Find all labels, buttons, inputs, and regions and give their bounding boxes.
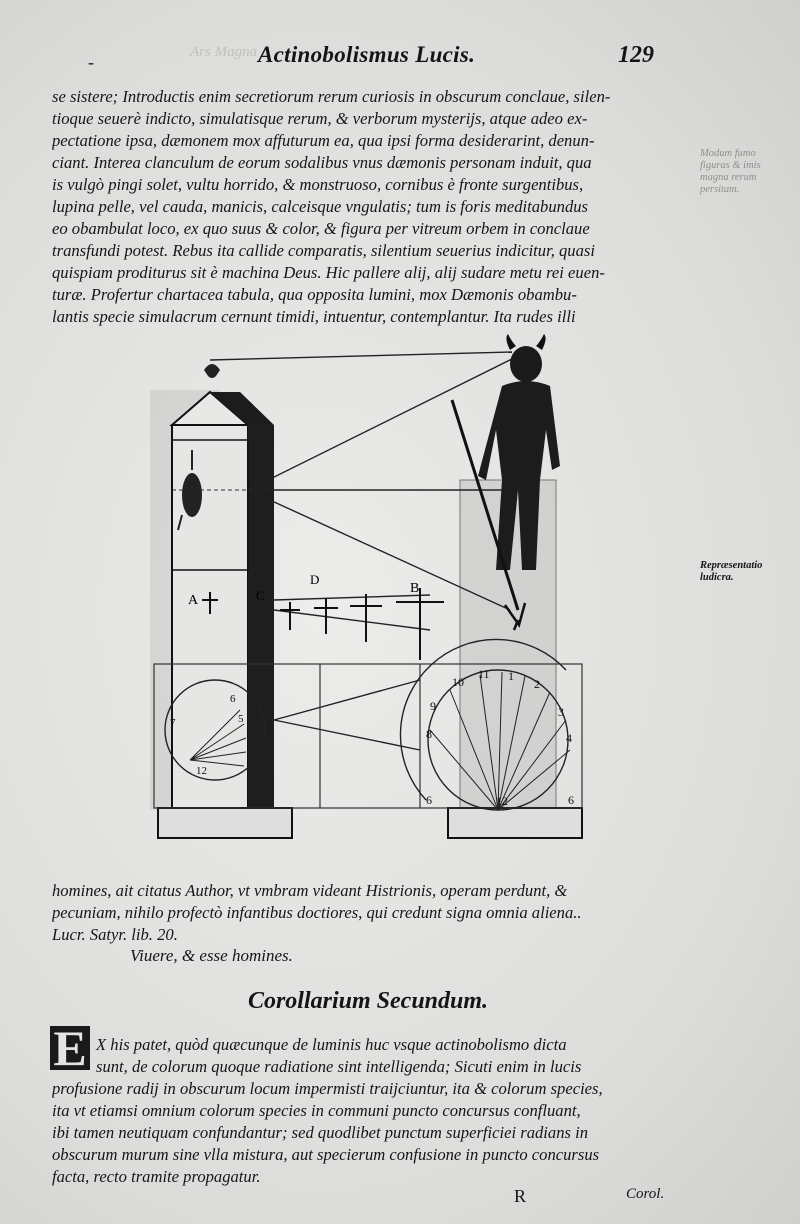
bleed-through-text: Ars Magna xyxy=(190,44,258,60)
margin-note-line: magna rerum xyxy=(700,172,757,183)
drop-cap: E xyxy=(50,1026,90,1070)
dial-number: 12 xyxy=(196,765,207,777)
dial-number: 6 xyxy=(568,793,574,807)
dial-number: 6 xyxy=(230,693,236,705)
text-line: ibi tamen neutiquam confundantur; sed quodlibet punctum superficiei radians in xyxy=(52,1123,589,1142)
dial-number: 3 xyxy=(558,705,564,719)
bird-icon xyxy=(204,364,220,378)
margin-note-line: Modum fumo xyxy=(700,148,756,159)
dial-number: 8 xyxy=(426,727,432,741)
text-line: is vulgò pingi solet, vultu horrido, & monstruoso, cornibus è fronte surgentibus, xyxy=(52,175,584,194)
dial-number: 12 xyxy=(496,794,508,808)
paragraph-2 xyxy=(52,880,684,946)
dial-number: 9 xyxy=(430,699,436,713)
dial-number: 7 xyxy=(170,717,176,729)
margin-note-line: persitam. xyxy=(700,184,740,195)
text-line: obscurum murum sine vlla mistura, aut specierum confusione in puncto concursus xyxy=(52,1145,600,1164)
paragraph-1 xyxy=(52,86,684,328)
text-line: lupina pelle, vel cauda, manicis, calceisque vngulatis; tum is foris meditabundus xyxy=(52,197,588,216)
dial-number: 1 xyxy=(508,669,514,683)
text-line: tioque seuerè indicto, simulatisque rerum, & verborum mysterijs, atque adeo ex- xyxy=(52,109,588,128)
text-line: facta, recto tramite propagatur. xyxy=(52,1167,261,1186)
dial-number: 10 xyxy=(452,675,464,689)
text-line: sunt, de colorum quoque radiatione sint intelligenda; Sicuti enim in lucis xyxy=(96,1057,582,1076)
citation-line: Lucr. Satyr. lib. 20. xyxy=(52,925,178,944)
catchword: Corol. xyxy=(626,1186,665,1202)
text-line: homines, ait citatus Author, vt vmbram videant Histrionis, operam perdunt, & xyxy=(52,881,568,900)
margin-note-1 xyxy=(700,148,761,196)
running-title: Actinobolismus Lucis. xyxy=(258,42,476,67)
text-line: se sistere; Introductis enim secretiorum rerum curiosis in obscurum conclaue, silen- xyxy=(52,87,611,106)
pillar-base-right xyxy=(448,808,582,838)
figure-label-a: A xyxy=(188,593,199,608)
figure-label-d: D xyxy=(310,572,320,587)
pillar-base-left xyxy=(158,808,292,838)
dial-number: 5 xyxy=(238,713,244,725)
page-header xyxy=(0,40,800,70)
text-line: quispiam proditurus sit è machina Deus. Hic pallere alij, alij sudare metu rei euen- xyxy=(52,263,605,282)
page-number: 129 xyxy=(618,42,654,68)
text-line: turæ. Profertur chartacea tabula, qua opposita lumini, mox Dæmonis obambu- xyxy=(52,285,577,304)
text-line: ciant. Interea clanculum de eorum sodalibus vnus dæmonis personam induit, qua xyxy=(52,153,592,172)
paragraph-3 xyxy=(52,1034,684,1188)
section-heading: Corollarium Secundum. xyxy=(247,988,489,1014)
margin-note-line: ludicra. xyxy=(700,572,734,583)
text-line: profusione radij in obscurum locum impermisti traijciuntur, ita & colorum species, xyxy=(52,1079,603,1098)
dial-number: 11 xyxy=(478,667,490,681)
text-line: X his patet, quòd quæcunque de luminis huc vsque actinobolismo dicta xyxy=(96,1035,567,1054)
text-line: eo obambulat loco, ex quo suus & color, & figura per vitreum orbem in conclaue xyxy=(52,219,590,238)
dial-number: 2 xyxy=(534,677,540,691)
dial-number: 4 xyxy=(566,731,572,745)
text-line: transfundi potest. Rebus ita callide comparatis, silentium seuerius indicitur, quasi xyxy=(52,241,595,260)
figure-label-b: B xyxy=(410,581,420,596)
signature-mark: R xyxy=(514,1186,527,1206)
text-line: pecuniam, nihilo profectò infantibus doctiores, qui credunt signa omnia aliena.. xyxy=(52,903,582,922)
margin-note-line: figuras & imis xyxy=(700,160,761,171)
text-line: ita vt etiamsi omnium colorum species in communi puncto concursus confluant, xyxy=(52,1101,581,1120)
text-line: lantis specie simulacrum cernunt timidi, intuentur, contemplantur. Ita rudes illi xyxy=(52,307,576,326)
figure-label-c: C xyxy=(256,588,265,603)
dial-number: 6 xyxy=(426,793,432,807)
pillar-shadow-side xyxy=(248,425,274,825)
quoted-verse: Viuere, & esse homines. xyxy=(130,946,293,965)
text-line: pectatione ipsa, dæmonem mox affuturum ea, qua ipsi forma desiderarint, denun- xyxy=(52,131,595,150)
margin-note-line: Repræsentatio xyxy=(700,560,763,571)
margin-note-2 xyxy=(700,560,762,584)
header-dash: - xyxy=(88,52,94,72)
woodcut-illustration xyxy=(130,330,610,870)
